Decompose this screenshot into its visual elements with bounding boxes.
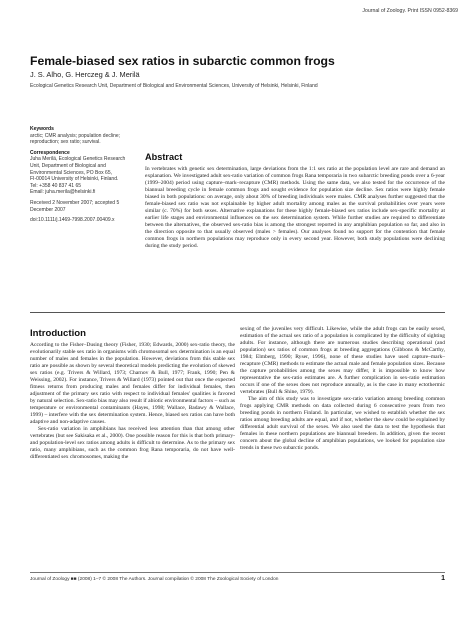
footer-divider xyxy=(30,572,445,573)
journal-header xyxy=(362,8,458,15)
received-dates: Received 2 November 2007; accepted 5 December 2007 xyxy=(30,199,120,213)
introduction-heading: Introduction xyxy=(30,328,86,339)
introduction-right-column xyxy=(240,326,445,452)
intro-paragraph: The aim of this study was to investigate sex-ratio variation among breeding common frogs applying CMR methods on data collected during 6 consecutive years from two breeding ponds in northern Finland. In particular, we wished to establish whether the sex ratios among breeding adults are equal, and if not, whether the skew could be explained by differential adult survival of the sexes. We also used the data to test the hypothesis that females in these northern populations are biannual breeders. In addition, given the recent concern about the global decline of amphibian populations, we looked for population size trends in these two subarctic ponds. xyxy=(240,396,445,452)
journal-header-line: Journal of Zoology. Print ISSN 0952-8369 xyxy=(362,8,458,14)
correspondence-line: Unit, Department of Biological and xyxy=(30,162,106,169)
section-divider xyxy=(30,312,445,313)
article-authors: J. S. Alho, G. Herczeg & J. Merilä xyxy=(30,70,140,79)
correspondence-line: Juha Merilä, Ecological Genetics Research xyxy=(30,156,126,163)
introduction-left-column xyxy=(30,342,235,461)
keywords-text: arctic; CMR analysis; population decline; reproduction; sex ratio; survival. xyxy=(30,132,121,146)
correspondence-line: Environmental Sciences, PO Box 65, xyxy=(30,169,112,176)
correspondence-line: Tel: +358 40 837 41 65 xyxy=(30,182,82,189)
doi-link[interactable]: doi:10.1111/j.1469-7998.2007.00409.x xyxy=(30,217,115,224)
article-title: Female-biased sex ratios in subarctic common frogs xyxy=(30,54,335,68)
article-affiliation: Ecological Genetics Research Unit, Department of Biological and Environmental Sciences, University of Helsinki, Helsinki, Finland xyxy=(30,83,318,89)
intro-paragraph: According to the Fisher–Dusing theory (Fisher, 1930; Edwards, 2000) sex-ratio theory, the evolutionarily stable sex ratio in organisms with chromosomal sex determination is an equal number of males and females in the population. However, deviations from this stable sex ratio are possible as shown by several theoretical models predicting the evolution of skewed sex ratios (e.g. Trivers & Willard, 1973; Charnov & Bull, 1977; Frank, 1990; Pen & Weissing, 2002). For instance, Trivers & Willard (1973) pointed out that once the expected fitness returns from producing males and females differ for individual females, then adjustment of the primary sex ratio with respect to individual females' qualities is favored by natural selection. Sex-ratio bias may also result if abiotic environmental factors – such as temperature or environmental contaminants (Hayes, 1998; Wallace, Badawy & Wallace, 1999) – interfere with the sex determination system. Hence, biased sex ratios can have both adaptive and non-adaptive causes. xyxy=(30,342,235,426)
abstract-body: In vertebrates with genetic sex determination, large deviations from the 1:1 sex ratio at the population level are rare and demand an explanation. We investigated adult sex-ratio variation of common frogs Rana temporaria in two subarctic breeding ponds over a 6-year (1999–2004) period using capture–mark–recapture (CMR) methods. Using the same data, we also tested for the occurrence of the biannual breeding cycle in female common frogs and sought evidence for population size decline. Sex ratios were highly female biased in both populations: on average, only about 30% of breeding individuals were males. CMR analyses further suggested that the female-biased sex ratio was not explainable by higher adult mortality among males as the survival probabilities over years were similar (c. 70%) for both sexes. Alternative explanations for these highly female-biased sex ratios include sex-specific mortality at earlier life stages and environmental influences on the sex determination system. While further studies are required to differentiate between the alternatives, the observed sex-ratio bias is among the strongest reported in any amphibian population so far, and also in the direction opposite to that usually observed (males > females). Our analyses found no support for the contention that female common frogs in northern populations may reproduce only in every second year. However, both study populations were declining during the study period. xyxy=(145,166,445,249)
keywords-heading: Keywords xyxy=(30,126,54,132)
page-number: 1 xyxy=(441,575,445,582)
correspondence-heading: Correspondence xyxy=(30,149,70,156)
article-sidebar xyxy=(30,126,136,224)
correspondence-email[interactable]: Email: juha.merila@helsinki.fi xyxy=(30,189,96,196)
correspondence-line: FI-00014 University of Helsinki, Finland. xyxy=(30,176,119,183)
intro-paragraph: sexing of the juveniles very difficult. Likewise, while the adult frogs can be easily sexed, estimation of the actual sex ratio of a population is complicated by the difficulty of sighting adults. For instance, although there are numerous studies describing operational (and population) sex ratios of common frogs at breeding aggregations (Gibbons & McCarthy, 1984; Elmberg, 1990; Ryser, 1996), none of these studies have used capture–mark–recapture (CMR) methods to estimate the actual male and female population sizes. Because the capture probabilities among the sexes may differ, it is impossible to know how representative the sex-ratio estimates are. A further complication in sex-ratio estimation occurs if one of the sexes does not reproduce annually, as is the case in many ectothermic vertebrates (Bull & Shine, 1979). xyxy=(240,326,445,396)
page-footer: Journal of Zoology ■■ (2008) 1–7 © 2008 The Authors. Journal compilation © 2008 The Zoological Society of London xyxy=(30,577,279,582)
intro-paragraph: Sex-ratio variation in amphibians has received less attention than that among other vertebrates (but see Sakisaka et al., 2000). One possible reason for this is that both primary- and population-level sex ratios among adults is difficult to determine. As to the primary sex ratio, many amphibians, such as the common frog Rana temporaria, do not have well-differentiated sex chromosomes, making the xyxy=(30,426,235,461)
abstract-heading: Abstract xyxy=(145,152,183,162)
